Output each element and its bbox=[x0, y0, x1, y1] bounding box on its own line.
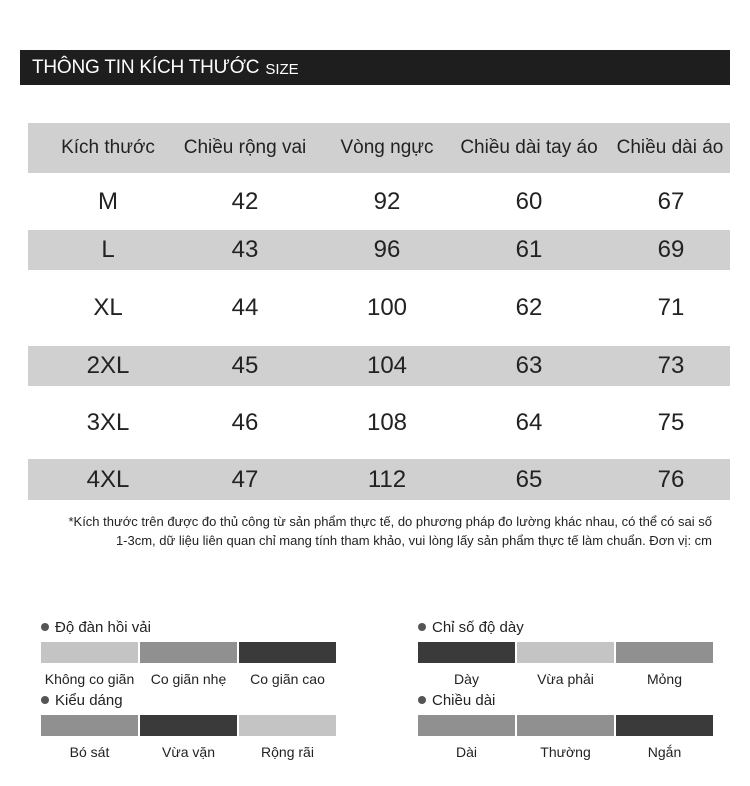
scale-bar bbox=[418, 642, 515, 663]
scale-bar bbox=[418, 715, 515, 736]
scale-option: Mỏng bbox=[646, 671, 683, 687]
scale-option: Không co giãn bbox=[44, 671, 135, 687]
scale-option: Rộng rãi bbox=[261, 744, 314, 760]
table-row bbox=[28, 230, 730, 270]
scale-bars bbox=[41, 642, 338, 663]
table-row bbox=[28, 386, 730, 459]
table-cell: 65 bbox=[515, 465, 543, 493]
scale-label: Độ đàn hồi vải bbox=[55, 618, 151, 636]
table-row bbox=[28, 459, 730, 500]
bullet-icon bbox=[418, 623, 426, 631]
scale-option: Dày bbox=[454, 671, 479, 687]
bullet-icon bbox=[418, 696, 426, 704]
scale-label: Chỉ số độ dày bbox=[432, 618, 524, 636]
table-cell: 42 bbox=[231, 187, 259, 215]
table-cell: 45 bbox=[231, 352, 259, 379]
table-cell: 100 bbox=[366, 294, 408, 321]
scale-bar bbox=[517, 642, 614, 663]
scale-bar bbox=[616, 642, 713, 663]
table-cell: 43 bbox=[231, 236, 259, 263]
length-scale bbox=[418, 691, 715, 760]
note-line: 1-3cm, dữ liệu liên quan chỉ mang tính tham khảo, vui lòng lấy sản phẩm thực tế làm chuẩn. Đơn vị: cm bbox=[115, 533, 712, 548]
table-cell: 69 bbox=[657, 236, 685, 263]
table-cell: 71 bbox=[657, 294, 685, 321]
scale-option: Bó sát bbox=[69, 744, 110, 760]
table-cell: 63 bbox=[515, 352, 543, 379]
scale-bar bbox=[140, 642, 237, 663]
table-cell: 4XL bbox=[86, 465, 130, 493]
header-title: THÔNG TIN KÍCH THƯỚC bbox=[32, 56, 260, 78]
fit-scale bbox=[41, 691, 338, 760]
thickness-scale bbox=[418, 618, 715, 687]
table-cell: 96 bbox=[373, 236, 401, 263]
table-cell: 46 bbox=[231, 408, 259, 436]
scale-bar bbox=[140, 715, 237, 736]
scale-bar bbox=[517, 715, 614, 736]
size-table bbox=[28, 123, 730, 500]
column-header: Chiều dài tay áo bbox=[460, 137, 598, 158]
table-cell: 2XL bbox=[86, 352, 130, 379]
table-cell: 112 bbox=[367, 465, 407, 493]
scale-option: Co giãn nhẹ bbox=[150, 671, 227, 687]
table-cell: 44 bbox=[231, 294, 259, 321]
table-cell: 64 bbox=[515, 408, 543, 436]
scale-option: Vừa vặn bbox=[162, 744, 215, 760]
scale-option: Dài bbox=[455, 744, 477, 760]
table-header-row bbox=[28, 123, 730, 173]
section-header bbox=[20, 50, 730, 85]
column-header: Chiều dài áo bbox=[616, 137, 724, 158]
table-cell: 3XL bbox=[86, 408, 130, 436]
elasticity-scale bbox=[41, 618, 338, 687]
bullet-icon bbox=[41, 696, 49, 704]
measurement-note bbox=[40, 512, 712, 550]
table-cell: 47 bbox=[231, 465, 259, 493]
column-header: Kích thước bbox=[61, 137, 155, 158]
table-cell: 73 bbox=[657, 352, 685, 379]
table-cell: 61 bbox=[515, 236, 543, 263]
table-cell: 104 bbox=[366, 352, 408, 379]
column-header: Chiều rộng vai bbox=[183, 137, 307, 158]
scale-bar bbox=[41, 642, 138, 663]
table-cell: L bbox=[101, 236, 115, 263]
table-row bbox=[28, 173, 730, 230]
table-cell: 62 bbox=[515, 294, 543, 321]
scale-bar bbox=[616, 715, 713, 736]
table-row bbox=[28, 346, 730, 386]
scale-bar bbox=[239, 715, 336, 736]
scale-bars bbox=[418, 642, 715, 663]
scale-option: Co giãn cao bbox=[250, 671, 325, 687]
note-line: *Kích thước trên được đo thủ công từ sản phẩm thực tế, do phương pháp đo lường khác nhau, có thể có sai số bbox=[68, 514, 712, 529]
table-cell: 60 bbox=[515, 187, 543, 215]
table-cell: XL bbox=[93, 294, 123, 321]
table-cell: M bbox=[98, 187, 118, 215]
scale-bars bbox=[41, 715, 338, 736]
header-subtitle: SIZE bbox=[265, 60, 299, 78]
scale-bars bbox=[418, 715, 715, 736]
scale-bar bbox=[41, 715, 138, 736]
scale-bar bbox=[239, 642, 336, 663]
table-cell: 108 bbox=[366, 408, 408, 436]
scale-label: Chiều dài bbox=[432, 691, 496, 709]
table-cell: 92 bbox=[373, 187, 401, 215]
scale-option: Thường bbox=[540, 744, 591, 760]
table-cell: 76 bbox=[657, 465, 685, 493]
table-row bbox=[28, 270, 730, 346]
table-cell: 67 bbox=[657, 187, 685, 215]
bullet-icon bbox=[41, 623, 49, 631]
column-header: Vòng ngực bbox=[340, 137, 434, 158]
table-cell: 75 bbox=[657, 408, 685, 436]
scale-option: Vừa phải bbox=[537, 671, 594, 687]
scale-option: Ngắn bbox=[647, 744, 682, 760]
scale-label: Kiểu dáng bbox=[55, 691, 123, 709]
